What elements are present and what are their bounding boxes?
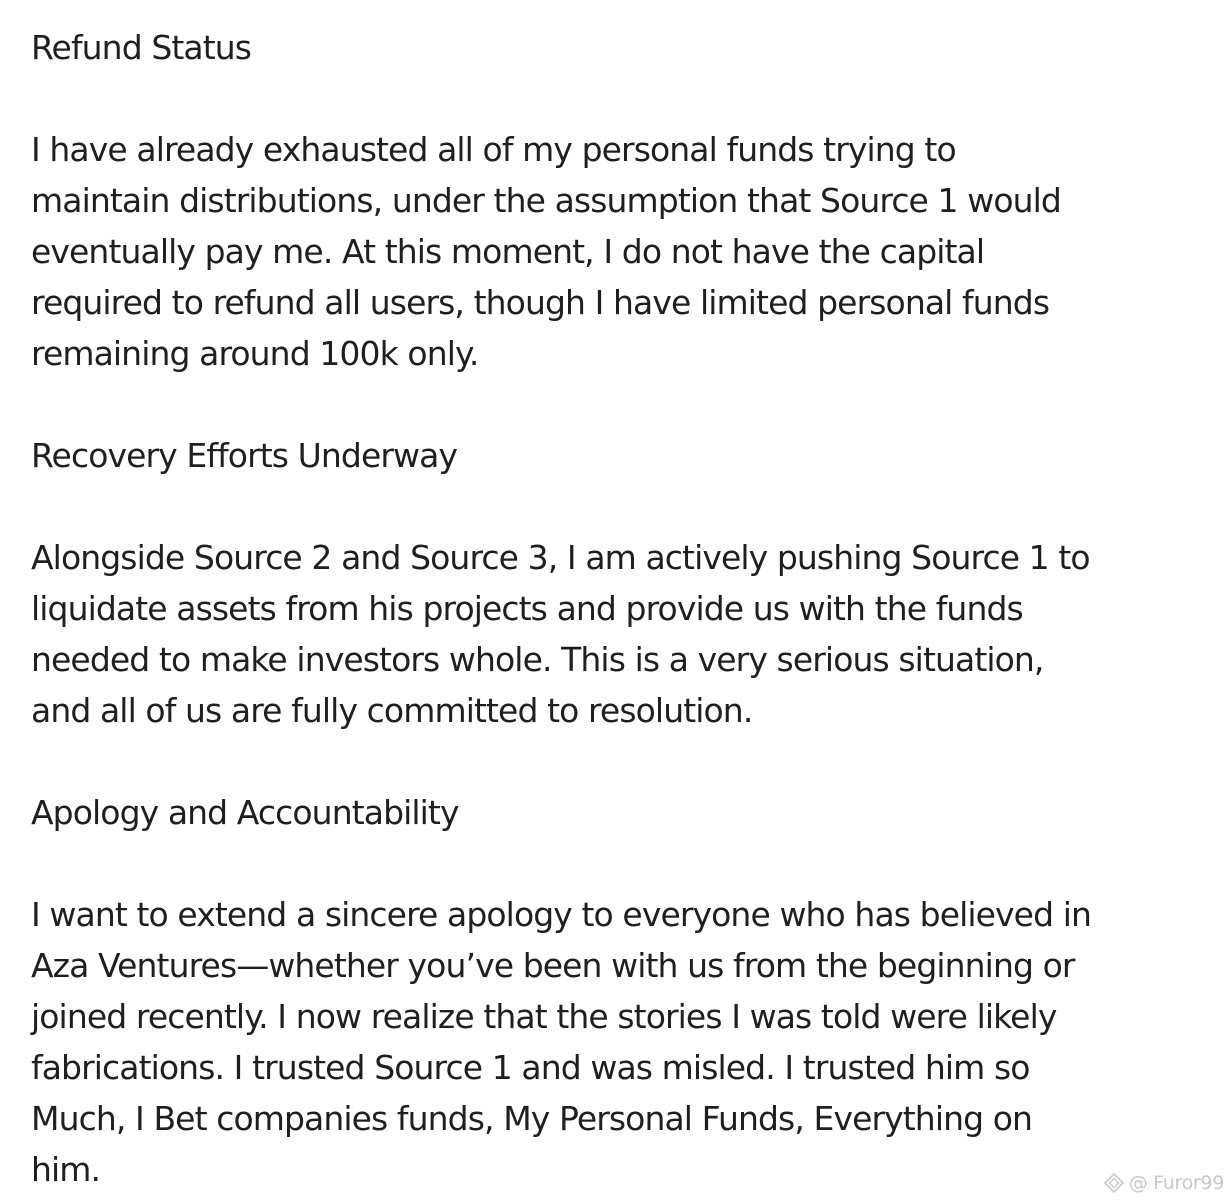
paragraph-line: and all of us are fully committed to resolution. (31, 691, 753, 730)
paragraph-line: maintain distributions, under the assumption that Source 1 would (31, 181, 1061, 220)
paragraph-line: required to refund all users, though I have limited personal funds (31, 283, 1050, 322)
paragraph-line: I have already exhausted all of my personal funds trying to (31, 130, 956, 169)
section-heading: Refund Status (31, 28, 252, 67)
paragraph-line: joined recently. I now realize that the stories I was told were likely (31, 997, 1057, 1036)
watermark-text: @ Furor99 (1128, 1172, 1224, 1194)
paragraph-line: remaining around 100k only. (31, 334, 479, 373)
paragraph-line: liquidate assets from his projects and provide us with the funds (31, 589, 1023, 628)
paragraph-line: Much, I Bet companies funds, My Personal Funds, Everything on (31, 1099, 1033, 1138)
section-recovery-efforts (31, 430, 1211, 736)
paragraph-line: fabrications. I trusted Source 1 and was misled. I trusted him so (31, 1048, 1030, 1087)
document-body (31, 22, 1211, 1195)
diamond-logo-icon (1103, 1172, 1125, 1194)
paragraph-line: I want to extend a sincere apology to everyone who has believed in (31, 895, 1091, 934)
section-refund-status (31, 22, 1211, 379)
section-heading: Apology and Accountability (31, 793, 459, 832)
watermark (1103, 1172, 1224, 1194)
paragraph-line: eventually pay me. At this moment, I do not have the capital (31, 232, 985, 271)
paragraph-line: Aza Ventures—whether you’ve been with us from the beginning or (31, 946, 1075, 985)
paragraph-line: needed to make investors whole. This is a very serious situation, (31, 640, 1044, 679)
section-apology (31, 787, 1211, 1195)
paragraph-line: Alongside Source 2 and Source 3, I am actively pushing Source 1 to (31, 538, 1090, 577)
section-heading: Recovery Efforts Underway (31, 436, 458, 475)
paragraph-line: him. (31, 1150, 101, 1189)
